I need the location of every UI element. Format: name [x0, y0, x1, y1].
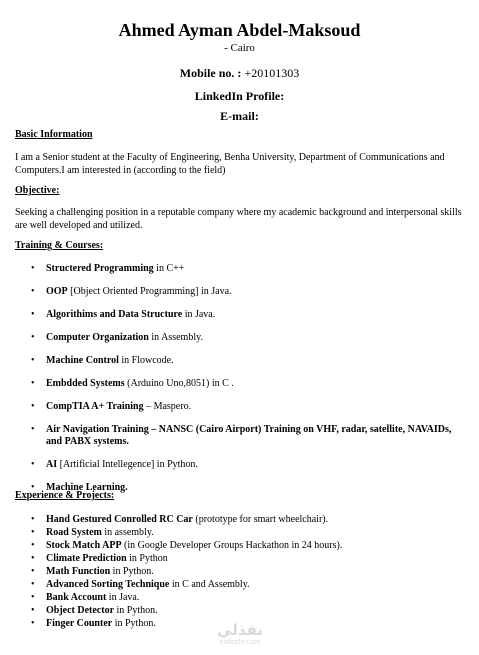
linkedin-label: LinkedIn Profile:	[194, 89, 285, 103]
training-item	[15, 424, 465, 448]
objective-heading: Objective:	[15, 185, 60, 196]
training-item	[15, 378, 465, 390]
objective-text: Seeking a challenging position in a reputable company where my academic background and interpersonal skills are well developed and utilized.	[15, 207, 462, 231]
experience-item-title: Climate Prediction	[46, 553, 127, 564]
experience-item	[15, 514, 465, 526]
experience-item-detail: in Python	[126, 553, 168, 564]
experience-item-detail: in assembly.	[101, 527, 154, 538]
experience-item	[15, 540, 465, 552]
experience-item	[15, 605, 465, 617]
training-item	[15, 401, 465, 413]
mobile-line	[0, 66, 479, 81]
candidate-name: Ahmed Ayman Abdel-Maksoud	[118, 20, 361, 40]
training-item-detail: [Artificial Intellegence] in Python.	[57, 459, 198, 470]
experience-item-detail: (prototype for smart wheelchair).	[192, 514, 329, 525]
training-item-title: Air Navigation Training – NANSC (Cairo Airport) Training on VHF, radar, satellite, NAVAIDs, and PABX systems.	[46, 424, 452, 447]
experience-item	[15, 527, 465, 539]
experience-item-detail: (in Google Developer Groups Hackathon in 24 hours).	[121, 540, 343, 551]
candidate-city: - Cairo	[224, 42, 255, 54]
training-item-title: OOP	[46, 286, 68, 297]
experience-item-title: Object Detector	[46, 605, 115, 616]
basic-info-text: I am a Senior student at the Faculty of Engineering, Benha University, Department of Communications and Computers.I am interested in (according to the field)	[15, 152, 445, 176]
training-item	[15, 459, 465, 471]
training-heading: Training & Courses:	[15, 240, 104, 251]
training-item-detail: [Object Oriented Programming] in Java.	[67, 286, 232, 297]
training-item-title: Algorithims and Data Structure	[46, 309, 183, 320]
experience-item	[15, 579, 465, 591]
training-list	[15, 263, 465, 505]
watermark-logo-text: نفذلي	[217, 621, 263, 639]
training-item	[15, 309, 465, 321]
email-label: E-mail:	[220, 109, 259, 123]
experience-item-detail: in Python.	[112, 618, 156, 629]
experience-item-detail: in C and Assembly.	[169, 579, 250, 590]
experience-item-title: Bank Account	[46, 592, 107, 603]
experience-item-detail: in Python.	[110, 566, 154, 577]
training-item-title: Machine Control	[46, 355, 119, 366]
experience-item-detail: in Java.	[106, 592, 140, 603]
training-item	[15, 332, 465, 344]
training-item-detail: in Java.	[182, 309, 216, 320]
experience-heading: Experience & Projects:	[15, 490, 115, 501]
training-item-detail: in Flowcode.	[118, 355, 174, 366]
training-item-detail: – Maspero.	[143, 401, 192, 412]
experience-item-title: Math Function	[46, 566, 111, 577]
training-item-title: Computer Organization	[46, 332, 149, 343]
training-item	[15, 355, 465, 367]
experience-item-detail: in Python.	[114, 605, 158, 616]
training-item-detail: in C++	[153, 263, 185, 274]
training-item-title: CompTIA A+ Training	[46, 401, 144, 412]
watermark-site: nafezly.com	[219, 638, 261, 646]
experience-item	[15, 592, 465, 604]
nafezly-watermark	[205, 622, 275, 646]
experience-item-title: Hand Gestured Conrolled RC Car	[46, 514, 193, 525]
experience-item-title: Finger Counter	[46, 618, 113, 629]
experience-list	[15, 514, 465, 631]
training-item-title: Embdded Systems	[46, 378, 125, 389]
training-item-title: Machine Learning.	[46, 482, 128, 493]
mobile-label: Mobile no. :	[179, 66, 242, 80]
training-item	[15, 286, 465, 298]
training-item-title: AI	[46, 459, 58, 470]
training-item	[15, 263, 465, 275]
training-item-title: Structered Programming	[46, 263, 154, 274]
training-item-detail: (Arduino Uno,8051) in C .	[124, 378, 234, 389]
mobile-value: +20101303	[241, 66, 300, 80]
training-item-detail: in Assembly.	[148, 332, 203, 343]
experience-item-title: Stock Match APP	[46, 540, 122, 551]
experience-item-title: Road System	[46, 527, 102, 538]
experience-item-title: Advanced Sorting Technique	[46, 579, 170, 590]
experience-item	[15, 566, 465, 578]
experience-item	[15, 553, 465, 565]
basic-info-heading: Basic Information	[15, 129, 93, 140]
